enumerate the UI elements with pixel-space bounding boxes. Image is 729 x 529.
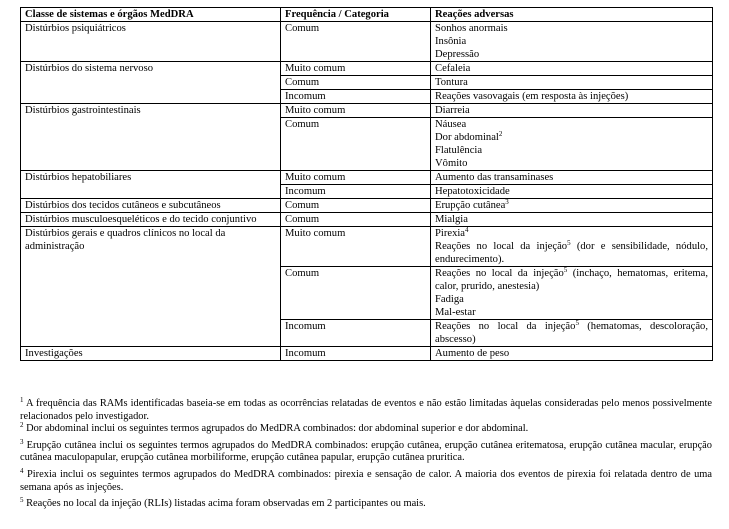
footnote-number: 2 [20,421,24,430]
reaction-item: Aumento das transaminases [435,172,554,183]
table-row [21,104,713,118]
reactions-cell [431,171,713,185]
frequency-cell: Incomum [281,347,431,361]
frequency-cell: Muito comum [281,104,431,118]
header-frequency: Frequência / Categoria [281,8,431,22]
soc-cell: Distúrbios gastrointestinais [21,104,281,171]
reactions-cell [431,213,713,227]
reaction-item: Insônia [435,36,467,47]
footnote-ref: 5 [567,239,571,247]
reaction-item: Diarreia [435,105,470,116]
reactions-cell [431,22,713,62]
reaction-item: Dor abdominal$^2$ [435,130,503,143]
reaction-item: Cefaleia [435,63,471,74]
reaction-item: Hepatotoxicidade [435,186,510,197]
footnote-ref: 4 [465,226,469,234]
reaction-item: Vômito [435,158,468,169]
footnote: $^1$ A frequência das RAMs identificadas baseia-se em todas as ocorrências relatadas de eventos e não estão limitadas àquelas consideradas pelo menos possivelmente relacionados pelo investigador. [20,396,712,422]
reaction-item: Aumento de peso [435,348,510,359]
reaction-item: Mal-estar [435,307,476,318]
footnote: $^2$ Dor abdominal inclui os seguintes termos agrupados do MedDRA combinados: dor abdominal superior e dor abdominal. [20,421,529,435]
reaction-item: Reações no local da injeção$^5$ (inchaço, hematomas, eritema, calor, prurido, anestesia) [435,266,708,292]
reactions-cell [431,76,713,90]
frequency-cell: Comum [281,22,431,62]
reaction-item: Flatulência [435,145,483,156]
footnote: $^4$ Pirexia inclui os seguintes termos agrupados do MedDRA combinados: pirexia e sensação de calor. A maioria dos eventos de pirexia foi relatada dentro de uma semana após as injeções. [20,466,712,493]
reaction-item: Sonhos anormais [435,23,508,34]
footnote: $^3$ Erupção cutânea inclui os seguintes termos agrupados do MedDRA combinados: erupção cutânea, erupção cutânea eritematosa, erupção cutânea macular, erupção cutânea maculopapular, erupção cutânea morbiliforme, erupção cutânea papular, erupção cutânea pruritica. [20,437,712,464]
frequency-cell: Muito comum [281,171,431,185]
soc-cell: Distúrbios gerais e quadros clínicos no local da administração [21,227,281,347]
header-reactions: Reações adversas [431,8,713,22]
frequency-cell: Comum [281,199,431,213]
soc-cell: Distúrbios musculoesqueléticos e do tecido conjuntivo [21,213,281,227]
footnote-ref: 3 [505,198,509,206]
footnote-number: 3 [20,437,24,446]
footnote-ref: 5 [563,266,568,274]
reaction-item: Náusea [435,119,467,130]
reaction-item: Erupção cutânea$^3$ [435,198,509,211]
footnote-ref: 5 [575,319,579,327]
footnote: $^5$ Reações no local da injeção (RLIs) listadas acima foram observadas em 2 participantes ou mais. [20,496,426,510]
reaction-item: Reações no local da injeção$^5$ (hematomas, descoloração, abscesso) [435,319,708,345]
frequency-cell: Muito comum [281,62,431,76]
reaction-item: Tontura [435,77,468,88]
frequency-cell: Comum [281,213,431,227]
table-row [21,171,713,185]
soc-cell: Distúrbios dos tecidos cutâneos e subcutâneos [21,199,281,213]
footnote-number: 4 [20,466,24,475]
reaction-item: Depressão [435,49,480,60]
table-row [21,199,713,213]
frequency-cell: Comum [281,76,431,90]
table-row [21,227,713,267]
reactions-cell [431,62,713,76]
reaction-item: Mialgia [435,214,468,225]
reaction-item: Fadiga [435,294,464,305]
reactions-cell [431,347,713,361]
soc-cell: Investigações [21,347,281,361]
reactions-cell [431,267,713,320]
reactions-cell [431,104,713,118]
table-row [21,347,713,361]
footnote-number: 1 [20,396,24,404]
frequency-cell: Muito comum [281,227,431,267]
reactions-cell [431,118,713,171]
footnote-ref: 2 [498,130,503,138]
reactions-cell [431,90,713,104]
footnote-number: 5 [20,496,24,505]
soc-cell: Distúrbios psiquiátricos [21,22,281,62]
frequency-cell: Comum [281,267,431,320]
table-row [21,22,713,62]
adverse-reactions-table [20,7,713,361]
table-row [21,62,713,76]
reactions-cell [431,320,713,347]
footnotes [20,398,712,511]
reactions-cell [431,227,713,267]
soc-cell: Distúrbios do sistema nervoso [21,62,281,104]
header-soc: Classe de sistemas e órgãos MedDRA [21,8,281,22]
table-row [21,213,713,227]
reaction-item: Pirexia$^4$ [435,226,469,239]
reactions-cell [431,185,713,199]
reaction-item: Reações no local da injeção$^5$ (dor e sensibilidade, nódulo, endurecimento). [435,239,709,265]
frequency-cell: Incomum [281,90,431,104]
frequency-cell: Incomum [281,185,431,199]
frequency-cell: Incomum [281,320,431,347]
frequency-cell: Comum [281,118,431,171]
soc-cell: Distúrbios hepatobiliares [21,171,281,199]
reaction-item: Reações vasovagais (em resposta às injeções) [435,91,629,102]
reactions-cell [431,199,713,213]
table-header-row [21,8,713,22]
